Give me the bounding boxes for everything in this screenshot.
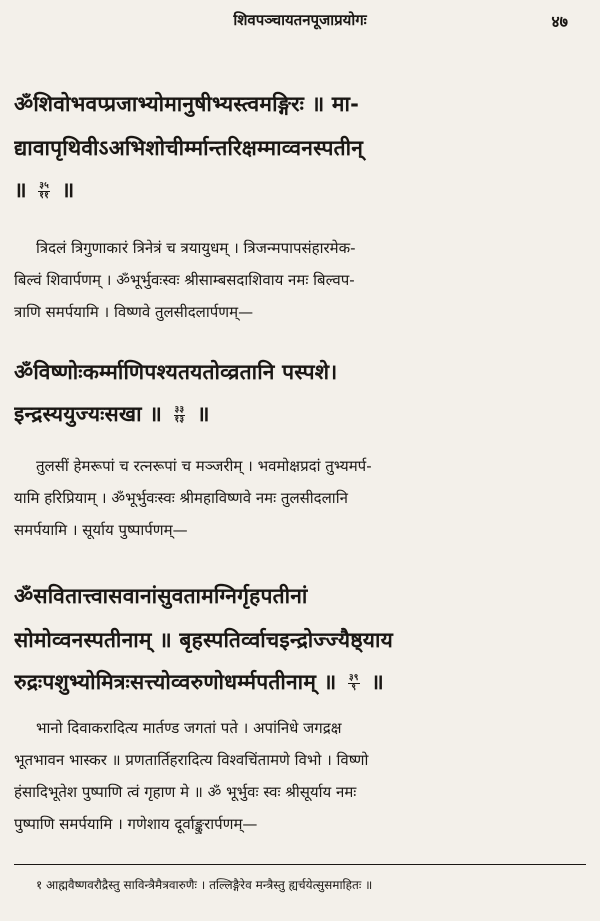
verse-reference: [174, 406, 186, 425]
mantra-line: ॐविष्णोःकर्म्माणिपश्यतयतोव्व्रतानि पस्पशे।: [14, 360, 338, 384]
verse-reference-numerator: ३५: [39, 180, 50, 191]
prose-line: पुष्पाणि समर्पयामि । गणेशाय दूर्वाङ्कुरार्पणम्—: [14, 815, 258, 833]
mantra-line: द्यावापृथिवीऽअभिशोचीर्म्मान्तरिक्षम्माव्वनस्पतीन्: [14, 136, 364, 160]
verse-reference-denominator: ११: [39, 190, 50, 201]
prose-line: तुलसीं हेमरूपां च रत्नरूपां च मञ्जरीम् । भवमोक्षप्रदां तुभ्यमर्प-: [36, 457, 372, 475]
prose-line: यामि हरिप्रियाम् । ॐभूर्भुवःस्वः श्रीमहाविष्णवे नमः तुलसीदलानि: [14, 489, 348, 507]
verse-reference-numerator: ३९: [348, 672, 359, 683]
prose-line: त्राणि समर्पयामि । विष्णवे तुलसीदलार्पणम्—: [14, 303, 254, 321]
mantra-line: ॐसवितात्त्वासवानांसुवतामग्निर्गृहपतीनां: [14, 584, 308, 608]
mantra-text: रुद्रःपशुभ्योमित्रःसत्त्योव्वरुणोधर्म्मपतीनाम् ॥: [14, 670, 337, 694]
verse-reference-denominator: ९: [351, 682, 357, 693]
verse-number-line: [14, 400, 584, 428]
prose-line: भानो दिवाकरादित्य मार्तण्ड जगतां पते । अपांनिधे जगद्रक्ष: [36, 719, 342, 737]
verse-reference: [348, 674, 360, 693]
footnote: १ आह्मवैष्णवरौद्रैस्तु साविन्त्रैमैत्रवारुणैः । तल्लिङ्गैरेव मन्त्रैस्तु ह्यर्चयेत्सुसमाहितः ॥: [36, 878, 373, 892]
prose-line: भूतभावन भास्कर ॥ प्रणतार्तिहरादित्य विश्वचिंतामणे विभो । विष्णो: [14, 751, 369, 769]
prose-line: बिल्वं शिवार्पणम् । ॐभूर्भुवःस्वः श्रीसाम्बसदाशिवाय नमः बिल्वप-: [14, 271, 355, 289]
page-header: [0, 8, 600, 38]
prose-line: हंसादिभूतेश पुष्पाणि त्वं गृहाण मे ॥ ॐ भूर्भुवः स्वः श्रीसूर्याय नमः: [14, 783, 357, 801]
verse-number-line: [14, 668, 584, 696]
running-title: शिवपञ्चायतनपूजाप्रयोगः: [233, 11, 367, 29]
footnote-divider: [14, 864, 586, 865]
prose-line: समर्पयामि । सूर्याय पुष्पार्पणम्—: [14, 521, 188, 539]
verse-number-line: [14, 176, 584, 204]
mantra-text: इन्द्रस्ययुज्यःसखा ॥: [14, 402, 163, 426]
verse-delimiter: ॥: [371, 670, 384, 694]
verse-delimiter: ॥: [196, 402, 210, 426]
prose-line: त्रिदलं त्रिगुणाकारं त्रिनेत्रं च त्रयायुधम् । त्रिजन्मपापसंहारमेक-: [36, 239, 356, 257]
page-number: ४७: [551, 12, 568, 31]
verse-reference-denominator: १३: [174, 414, 185, 425]
verse-reference-numerator: ३३: [174, 404, 185, 415]
mantra-line: सोमोव्वनस्पतीनाम् ॥ बृहस्पतिर्व्वाचइन्द्रोज्ज्यैष्ठ्याय: [14, 628, 393, 652]
verse-reference: [38, 182, 50, 201]
verse-delimiter: ॥: [14, 178, 27, 202]
verse-delimiter: ॥: [61, 178, 75, 202]
mantra-line: ॐशिवोभवप्प्रजाभ्योमानुषीभ्यस्त्वमङ्गिरः ॥ मा-: [14, 92, 360, 116]
